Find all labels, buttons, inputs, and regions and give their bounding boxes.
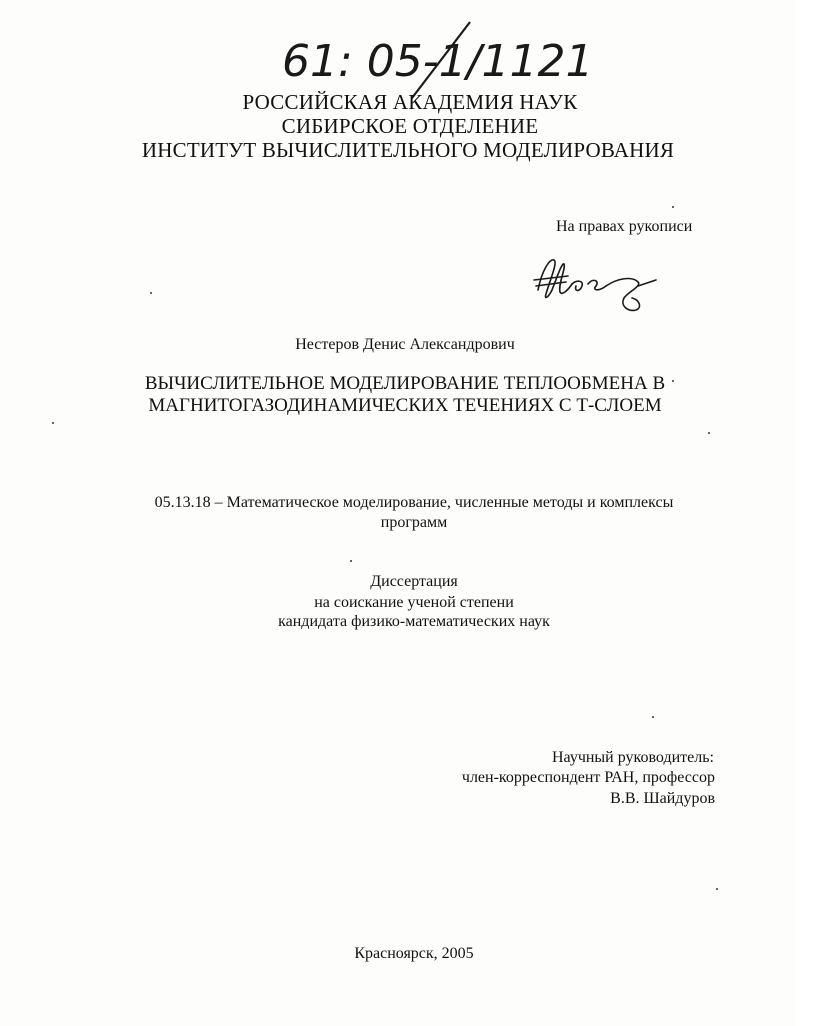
degree-purpose: на соискание ученой степени	[314, 594, 514, 611]
degree-name: кандидата физико-математических наук	[278, 613, 550, 630]
archive-stamp	[280, 18, 594, 98]
advisor-label: Научный руководитель:	[551, 749, 714, 766]
scan-speck	[708, 432, 710, 434]
scan-speck	[672, 380, 674, 382]
author-name: Нестеров Денис Александрович	[295, 336, 515, 353]
scan-speck	[150, 292, 152, 294]
org-academy: РОССИЙСКАЯ АКАДЕМИЯ НАУК	[242, 90, 578, 114]
specialty-line: 05.13.18 – Математическое моделирование, численные методы и комплексы	[154, 494, 674, 511]
manuscript-rights-note: На правах рукописи	[556, 218, 693, 235]
org-branch: СИБИРСКОЕ ОТДЕЛЕНИЕ	[281, 114, 539, 138]
signature-icon	[528, 250, 668, 322]
org-institute: ИНСТИТУТ ВЫЧИСЛИТЕЛЬНОГО МОДЕЛИРОВАНИЯ	[141, 138, 675, 162]
dissertation-title-line: ВЫЧИСЛИТЕЛЬНОЕ МОДЕЛИРОВАНИЕ ТЕПЛООБМЕНА В	[144, 373, 666, 394]
advisor-name: В.В. Шайдуров	[610, 790, 715, 807]
scan-speck	[52, 422, 54, 424]
scan-speck	[652, 716, 654, 718]
dissertation-title-line: МАГНИТОГАЗОДИНАМИЧЕСКИХ ТЕЧЕНИЯХ С Т-СЛОЕМ	[148, 395, 662, 416]
dissertation-label: Диссертация	[370, 573, 458, 590]
scan-speck	[672, 206, 674, 208]
advisor-position: член-корреспондент РАН, профессор	[461, 769, 715, 786]
scan-speck	[350, 560, 352, 562]
scan-speck	[716, 888, 718, 890]
city-year: Красноярск, 2005	[354, 945, 474, 962]
archive-stamp-text: 61: 05-1/1121	[282, 36, 594, 87]
specialty-line: программ	[380, 514, 448, 531]
